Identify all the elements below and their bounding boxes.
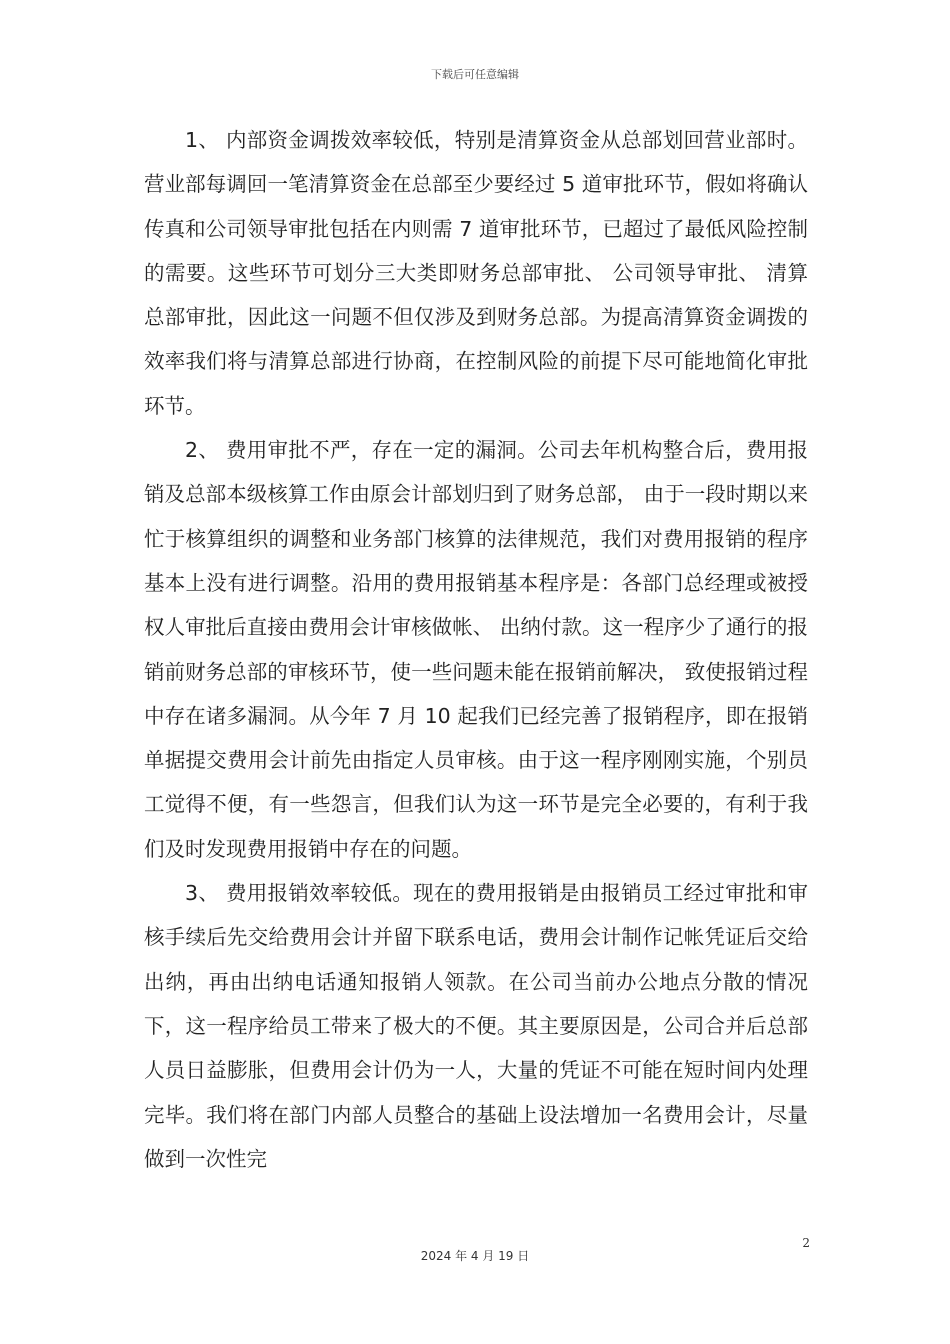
paragraph-3: 3、 费用报销效率较低。现在的费用报销是由报销员工经过审批和审核手续后先交给费用会计并留下联系电话，费用会计制作记帐凭证后交给出纳，再由出纳电话通知报销人领款。在公司当前办公地点分散的情况下，这一程序给员工带来了极大的不便。其主要原因是，公司合并后总部人员日益膨胀，但费用会计仍为一人，大量的凭证不可能在短时间内处理完毕。我们将在部门内部人员整合的基础上设法增加一名费用会计，尽量做到一次性完	[144, 881, 808, 1171]
page-number: 2	[802, 1236, 810, 1250]
paragraph-1: 1、 内部资金调拨效率较低，特别是清算资金从总部划回营业部时。营业部每调回一笔清算资金在总部至少要经过 5 道审批环节，假如将确认传真和公司领导审批包括在内则需 7 道审批环节，已超过了最低风险控制的需要。这些环节可划分三大类即财务总部审批、 公司领导审批、 清算总部审批，因此这一问题不但仅涉及到财务总部。为提高清算资金调拨的效率我们将与清算总部进行协商，在控制风险的前提下尽可能地简化审批环节。	[144, 128, 808, 418]
paragraph-2: 2、 费用审批不严，存在一定的漏洞。公司去年机构整合后，费用报销及总部本级核算工作由原会计部划归到了财务总部， 由于一段时期以来忙于核算组织的调整和业务部门核算的法律规范，我们对费用报销的程序基本上没有进行调整。沿用的费用报销基本程序是：各部门总经理或被授权人审批后直接由费用会计审核做帐、 出纳付款。这一程序少了通行的报销前财务总部的审核环节，使一些问题未能在报销前解决， 致使报销过程中存在诸多漏洞。从今年 7 月 10 起我们已经完善了报销程序，即在报销单据提交费用会计前先由指定人员审核。由于这一程序刚刚实施，个别员工觉得不便，有一些怨言，但我们认为这一环节是完全必要的，有利于我们及时发现费用报销中存在的问题。	[144, 438, 808, 861]
footer-date: 2024 年 4 月 19 日	[420, 1249, 530, 1263]
page-header: 下载后可任意编辑	[431, 68, 519, 81]
document-body	[144, 118, 808, 1181]
